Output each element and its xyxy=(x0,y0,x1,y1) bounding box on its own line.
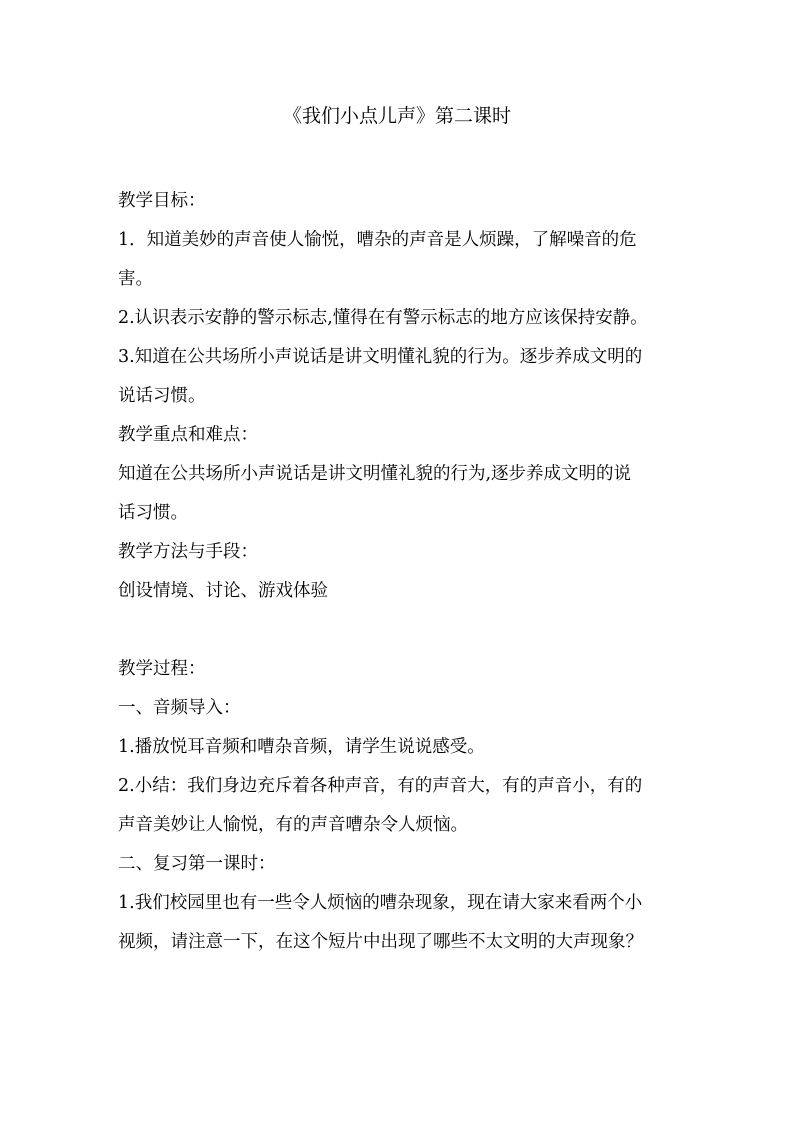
section-heading-process: 教学过程： xyxy=(118,659,206,679)
step-1-item-2-line-2: 声音美妙让人愉悦，有的声音嘈杂令人烦恼。 xyxy=(118,815,468,835)
blank-line xyxy=(118,617,683,656)
step-2-heading: 二、复习第一课时： xyxy=(118,854,276,874)
objective-3-line-2: 说话习惯。 xyxy=(118,386,206,406)
objective-3-line-1: 3.知道在公共场所小声说话是讲文明懂礼貌的行为。逐步养成文明的 xyxy=(118,347,643,367)
section-heading-objectives: 教学目标： xyxy=(118,191,206,211)
step-1-item-2-line-1: 2.小结：我们身边充斥着各种声音，有的声音大，有的声音小，有的 xyxy=(118,776,643,796)
step-2-item-1-line-2: 视频，请注意一下，在这个短片中出现了哪些不太文明的大声现象？ xyxy=(118,932,643,952)
objective-1-line-1: 1．知道美妙的声音使人愉悦，嘈杂的声音是人烦躁，了解噪音的危 xyxy=(118,230,637,250)
objective-2: 2.认识表示安静的警示标志,懂得在有警示标志的地方应该保持安静。 xyxy=(118,308,648,328)
section-heading-key-points: 教学重点和难点： xyxy=(118,425,258,445)
step-1-item-1: 1.播放悦耳音频和嘈杂音频，请学生说说感受。 xyxy=(118,737,485,757)
document-title: 《我们小点儿声》第二课时 xyxy=(282,105,511,127)
key-points-line-2: 话习惯。 xyxy=(118,503,188,523)
section-heading-methods: 教学方法与手段： xyxy=(118,542,258,562)
document-body xyxy=(118,188,683,968)
step-2-item-1-line-1: 1.我们校园里也有一些令人烦恼的嘈杂现象，现在请大家来看两个小 xyxy=(118,893,643,913)
key-points-line-1: 知道在公共场所小声说话是讲文明懂礼貌的行为,逐步养成文明的说 xyxy=(118,464,632,484)
methods-text: 创设情境、讨论、游戏体验 xyxy=(118,581,328,601)
step-1-heading: 一、音频导入： xyxy=(118,698,241,718)
objective-1-line-2: 害。 xyxy=(118,269,153,289)
